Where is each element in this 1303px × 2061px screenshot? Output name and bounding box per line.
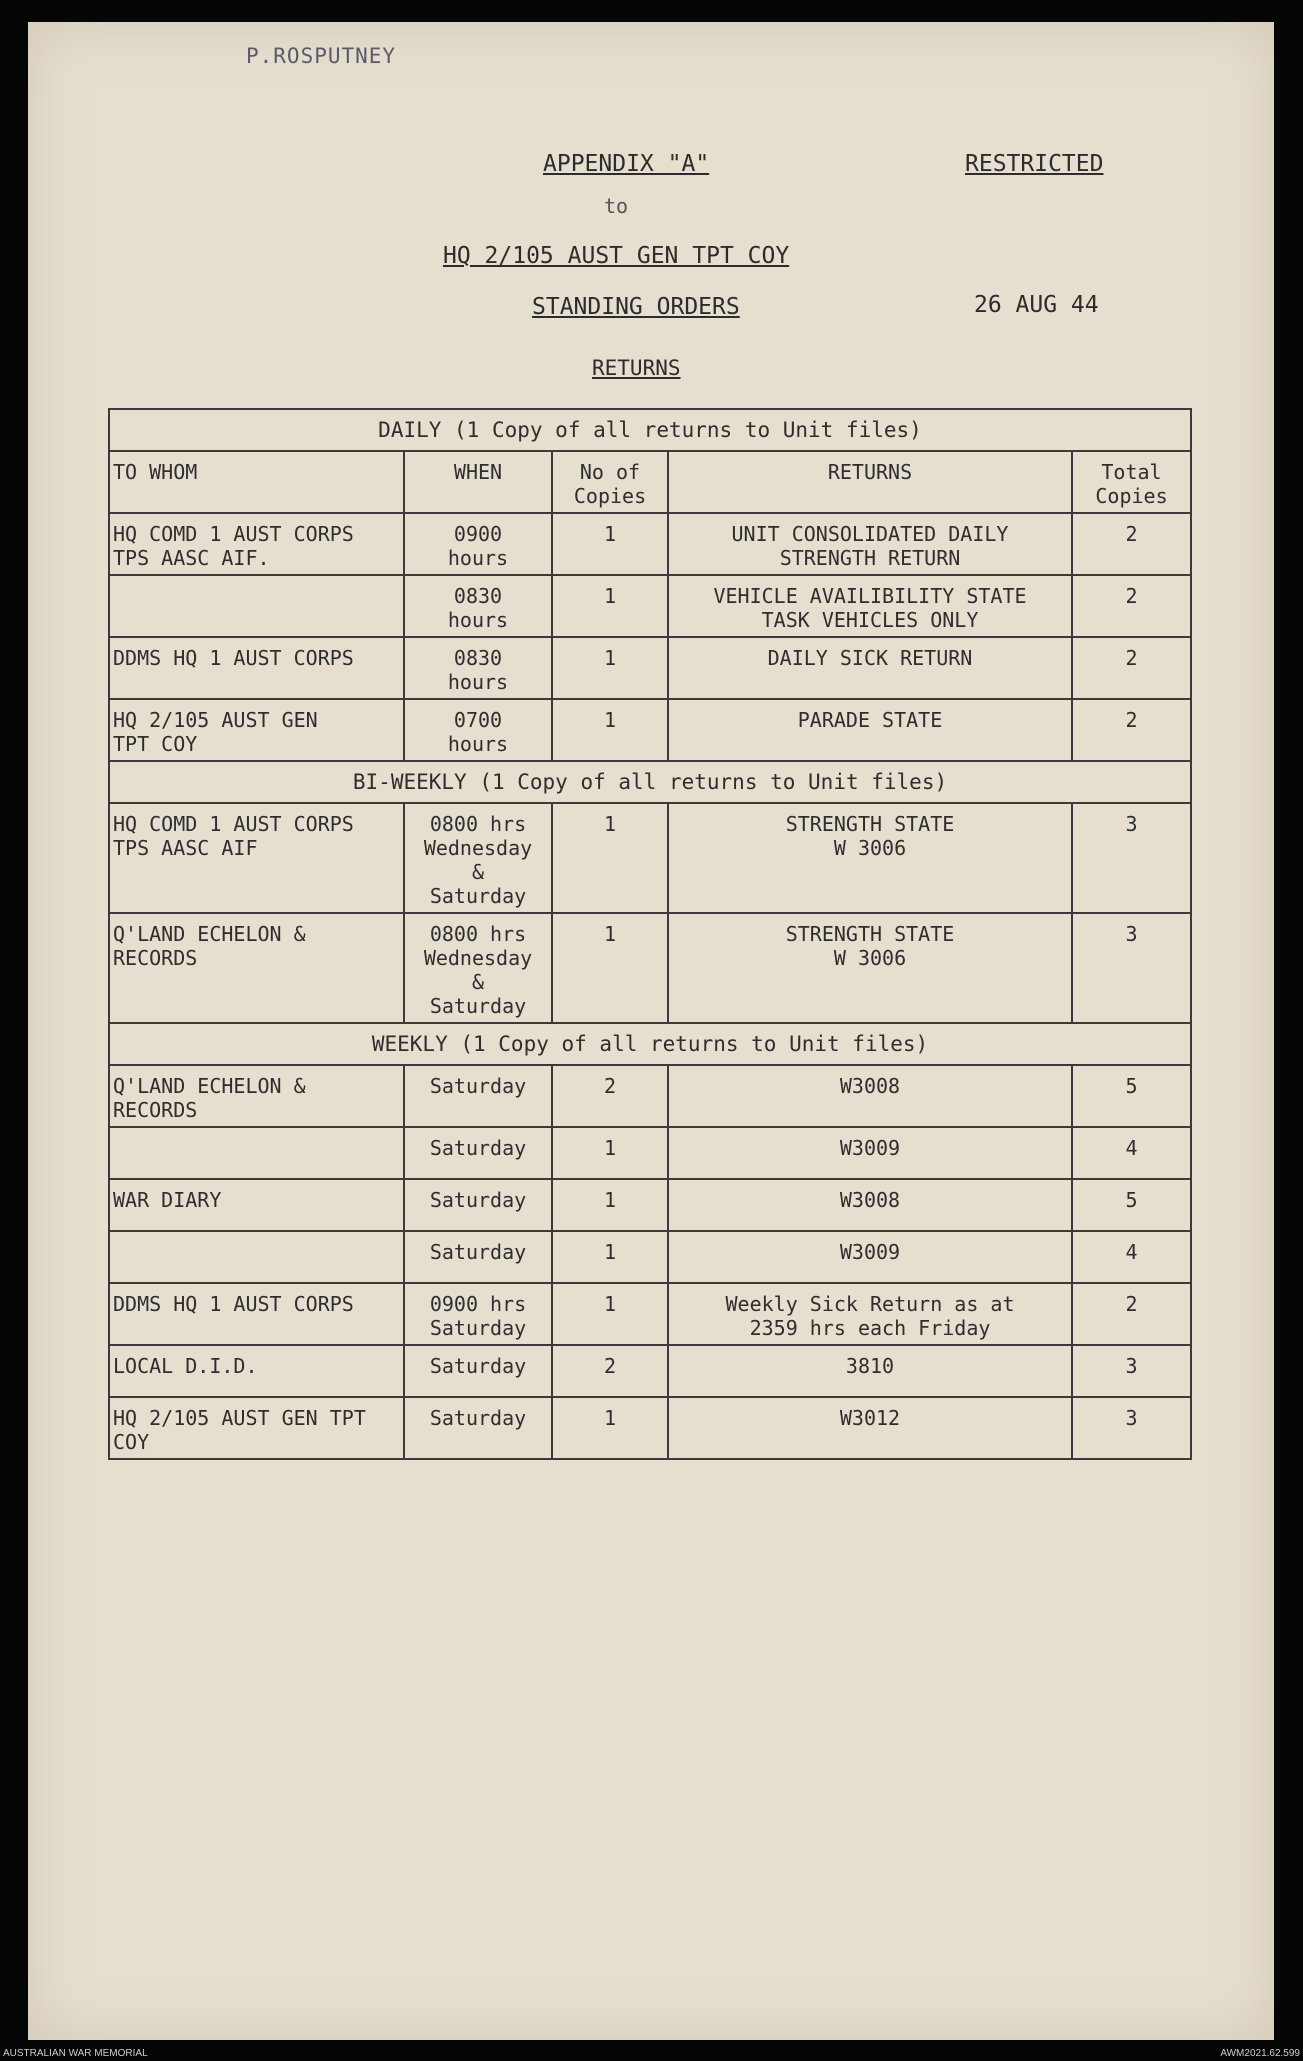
to-whom-cell-text: Q'LAND ECHELON & RECORDS xyxy=(113,922,306,970)
copies-cell-text: 2 xyxy=(603,1354,617,1378)
table-row xyxy=(109,1231,1191,1283)
to-whom-cell-text: HQ COMD 1 AUST CORPS TPS AASC AIF. xyxy=(113,522,354,570)
section-title-text: WEEKLY (1 Copy of all returns to Unit files) xyxy=(371,1032,929,1056)
to-whom-cell-text: WAR DIARY xyxy=(113,1188,222,1212)
returns-cell xyxy=(668,1397,1072,1459)
returns-cell-text: W3012 xyxy=(839,1406,901,1430)
section-title-text: BI-WEEKLY (1 Copy of all returns to Unit files) xyxy=(352,770,948,794)
returns-cell xyxy=(668,1065,1072,1127)
section-title-text: DAILY (1 Copy of all returns to Unit files) xyxy=(378,418,922,442)
copies-cell xyxy=(552,637,668,699)
when-cell xyxy=(404,1345,552,1397)
when-cell xyxy=(404,1231,552,1283)
copies-cell-text: 1 xyxy=(603,1240,617,1264)
returns-cell xyxy=(668,575,1072,637)
to-whom-cell xyxy=(109,1283,404,1345)
copies-cell xyxy=(552,699,668,761)
copies-cell xyxy=(552,913,668,1023)
to-whom-cell xyxy=(109,1127,404,1179)
copies-cell xyxy=(552,1065,668,1127)
copies-cell-text: 1 xyxy=(603,1292,617,1316)
when-cell-text: 0900 hours xyxy=(447,522,509,570)
column-header-text: Total Copies xyxy=(1095,460,1168,508)
when-cell-text: Saturday xyxy=(429,1188,527,1212)
total-cell-text: 3 xyxy=(1125,1406,1138,1430)
total-cell-text: 5 xyxy=(1125,1188,1138,1212)
returns-table xyxy=(108,408,1192,1460)
standing-orders-title: STANDING ORDERS xyxy=(532,294,740,320)
total-cell xyxy=(1072,803,1191,913)
copies-cell xyxy=(552,1127,668,1179)
copies-cell-text: 2 xyxy=(603,1074,617,1098)
total-cell-text: 2 xyxy=(1125,584,1138,608)
when-cell-text: 0800 hrs Wednesday & Saturday xyxy=(423,812,533,908)
section-header-row xyxy=(109,1023,1191,1065)
total-cell xyxy=(1072,1127,1191,1179)
table-row xyxy=(109,1065,1191,1127)
to-whom-cell xyxy=(109,1179,404,1231)
appendix-title: APPENDIX "A" xyxy=(543,151,710,177)
total-cell xyxy=(1072,699,1191,761)
when-cell xyxy=(404,699,552,761)
when-cell-text: 0830 hours xyxy=(447,584,509,632)
section-title xyxy=(109,1023,1191,1065)
returns-cell xyxy=(668,913,1072,1023)
copies-cell-text: 1 xyxy=(603,646,617,670)
when-cell xyxy=(404,1397,552,1459)
when-cell-text: 0700 hours xyxy=(447,708,509,756)
total-cell-text: 2 xyxy=(1125,708,1138,732)
to-whom-cell xyxy=(109,575,404,637)
when-cell xyxy=(404,913,552,1023)
total-cell xyxy=(1072,637,1191,699)
copies-cell xyxy=(552,575,668,637)
footer xyxy=(0,2047,1303,2061)
footer-credit: AUSTRALIAN WAR MEMORIAL xyxy=(3,2048,148,2059)
table-row xyxy=(109,913,1191,1023)
column-header xyxy=(552,451,668,513)
when-cell-text: Saturday xyxy=(429,1406,527,1430)
copies-cell-text: 1 xyxy=(603,922,617,946)
returns-cell-text: STRENGTH STATE W 3006 xyxy=(785,812,955,860)
when-cell xyxy=(404,1283,552,1345)
column-header-text: No of Copies xyxy=(573,460,647,508)
when-cell-text: Saturday xyxy=(429,1240,527,1264)
returns-cell-text: W3009 xyxy=(839,1136,901,1160)
total-cell xyxy=(1072,1283,1191,1345)
copies-cell xyxy=(552,1231,668,1283)
when-cell-text: Saturday xyxy=(429,1136,527,1160)
returns-cell-text: W3009 xyxy=(839,1240,901,1264)
total-cell xyxy=(1072,575,1191,637)
table-row xyxy=(109,1179,1191,1231)
table-row xyxy=(109,1345,1191,1397)
to-whom-cell-text: HQ 2/105 AUST GEN TPT COY xyxy=(113,1406,366,1454)
unit-title: HQ 2/105 AUST GEN TPT COY xyxy=(443,243,790,269)
to-whom-cell-text: LOCAL D.I.D. xyxy=(113,1354,258,1378)
returns-cell-text: W3008 xyxy=(839,1188,901,1212)
total-cell-text: 3 xyxy=(1125,812,1138,836)
when-cell-text: Saturday xyxy=(429,1074,527,1098)
to-whom-cell xyxy=(109,1065,404,1127)
copies-cell xyxy=(552,513,668,575)
section-header-row xyxy=(109,409,1191,451)
total-cell-text: 3 xyxy=(1125,922,1138,946)
footer-accession-number: AWM2021.62.599 xyxy=(1220,2048,1300,2059)
to-label: to xyxy=(604,194,629,218)
total-cell xyxy=(1072,1179,1191,1231)
handwritten-name: P.ROSPUTNEY xyxy=(246,44,397,68)
to-whom-cell-text: HQ COMD 1 AUST CORPS TPS AASC AIF xyxy=(113,812,354,860)
to-whom-cell xyxy=(109,1397,404,1459)
total-cell xyxy=(1072,913,1191,1023)
returns-cell xyxy=(668,803,1072,913)
table-row xyxy=(109,637,1191,699)
total-cell-text: 4 xyxy=(1125,1240,1138,1264)
total-cell-text: 4 xyxy=(1125,1136,1138,1160)
returns-cell xyxy=(668,1345,1072,1397)
copies-cell xyxy=(552,1179,668,1231)
copies-cell-text: 1 xyxy=(603,812,617,836)
column-header-row xyxy=(109,451,1191,513)
document-date: 26 AUG 44 xyxy=(974,292,1099,318)
total-cell xyxy=(1072,1231,1191,1283)
total-cell xyxy=(1072,1397,1191,1459)
to-whom-cell xyxy=(109,637,404,699)
section-header-row xyxy=(109,761,1191,803)
total-cell-text: 2 xyxy=(1125,646,1138,670)
returns-cell-text: VEHICLE AVAILIBILITY STATE TASK VEHICLES ONLY xyxy=(713,584,1027,632)
when-cell xyxy=(404,1179,552,1231)
to-whom-cell xyxy=(109,1345,404,1397)
table-row xyxy=(109,1283,1191,1345)
total-cell-text: 5 xyxy=(1125,1074,1138,1098)
total-cell-text: 2 xyxy=(1125,1292,1138,1316)
to-whom-cell xyxy=(109,1231,404,1283)
returns-cell-text: STRENGTH STATE W 3006 xyxy=(785,922,955,970)
column-header xyxy=(109,451,404,513)
returns-cell xyxy=(668,1283,1072,1345)
returns-cell xyxy=(668,1127,1072,1179)
column-header-text: WHEN xyxy=(453,460,503,484)
column-header-text: RETURNS xyxy=(827,460,913,484)
restricted-stamp: RESTRICTED xyxy=(965,151,1104,177)
returns-cell xyxy=(668,1179,1072,1231)
table-row xyxy=(109,699,1191,761)
returns-cell xyxy=(668,513,1072,575)
to-whom-cell-text: HQ 2/105 AUST GEN TPT COY xyxy=(113,708,318,756)
copies-cell-text: 1 xyxy=(603,1136,617,1160)
when-cell xyxy=(404,1065,552,1127)
when-cell-text: 0800 hrs Wednesday & Saturday xyxy=(423,922,533,1018)
when-cell xyxy=(404,637,552,699)
copies-cell xyxy=(552,1397,668,1459)
returns-cell-text: 3810 xyxy=(845,1354,895,1378)
returns-cell-text: W3008 xyxy=(839,1074,901,1098)
column-header xyxy=(668,451,1072,513)
when-cell xyxy=(404,803,552,913)
table-row xyxy=(109,575,1191,637)
returns-cell-text: PARADE STATE xyxy=(797,708,943,732)
table-row xyxy=(109,803,1191,913)
when-cell xyxy=(404,513,552,575)
to-whom-cell xyxy=(109,699,404,761)
to-whom-cell xyxy=(109,803,404,913)
copies-cell xyxy=(552,1345,668,1397)
copies-cell-text: 1 xyxy=(603,708,617,732)
column-header xyxy=(404,451,552,513)
total-cell xyxy=(1072,513,1191,575)
when-cell-text: 0830 hours xyxy=(447,646,509,694)
copies-cell-text: 1 xyxy=(603,1188,617,1212)
total-cell xyxy=(1072,1345,1191,1397)
returns-cell xyxy=(668,637,1072,699)
returns-cell-text: UNIT CONSOLIDATED DAILY STRENGTH RETURN xyxy=(731,522,1009,570)
table-row xyxy=(109,1127,1191,1179)
when-cell xyxy=(404,1127,552,1179)
to-whom-cell-text: DDMS HQ 1 AUST CORPS xyxy=(113,1292,354,1316)
copies-cell-text: 1 xyxy=(603,584,617,608)
returns-cell xyxy=(668,1231,1072,1283)
section-title xyxy=(109,761,1191,803)
copies-cell-text: 1 xyxy=(603,1406,617,1430)
returns-cell xyxy=(668,699,1072,761)
to-whom-cell xyxy=(109,913,404,1023)
returns-title: RETURNS xyxy=(592,356,681,380)
to-whom-cell xyxy=(109,513,404,575)
total-cell xyxy=(1072,1065,1191,1127)
returns-cell-text: Weekly Sick Return as at 2359 hrs each Friday xyxy=(725,1292,1015,1340)
total-cell-text: 3 xyxy=(1125,1354,1138,1378)
when-cell-text: Saturday xyxy=(429,1354,527,1378)
to-whom-cell-text: DDMS HQ 1 AUST CORPS xyxy=(113,646,354,670)
section-title xyxy=(109,409,1191,451)
table-row xyxy=(109,1397,1191,1459)
copies-cell xyxy=(552,803,668,913)
copies-cell xyxy=(552,1283,668,1345)
total-cell-text: 2 xyxy=(1125,522,1138,546)
when-cell-text: 0900 hrs Saturday xyxy=(429,1292,527,1340)
copies-cell-text: 1 xyxy=(603,522,617,546)
when-cell xyxy=(404,575,552,637)
table-row xyxy=(109,513,1191,575)
column-header xyxy=(1072,451,1191,513)
column-header-text: TO WHOM xyxy=(113,460,198,484)
to-whom-cell-text: Q'LAND ECHELON & RECORDS xyxy=(113,1074,306,1122)
returns-cell-text: DAILY SICK RETURN xyxy=(767,646,973,670)
